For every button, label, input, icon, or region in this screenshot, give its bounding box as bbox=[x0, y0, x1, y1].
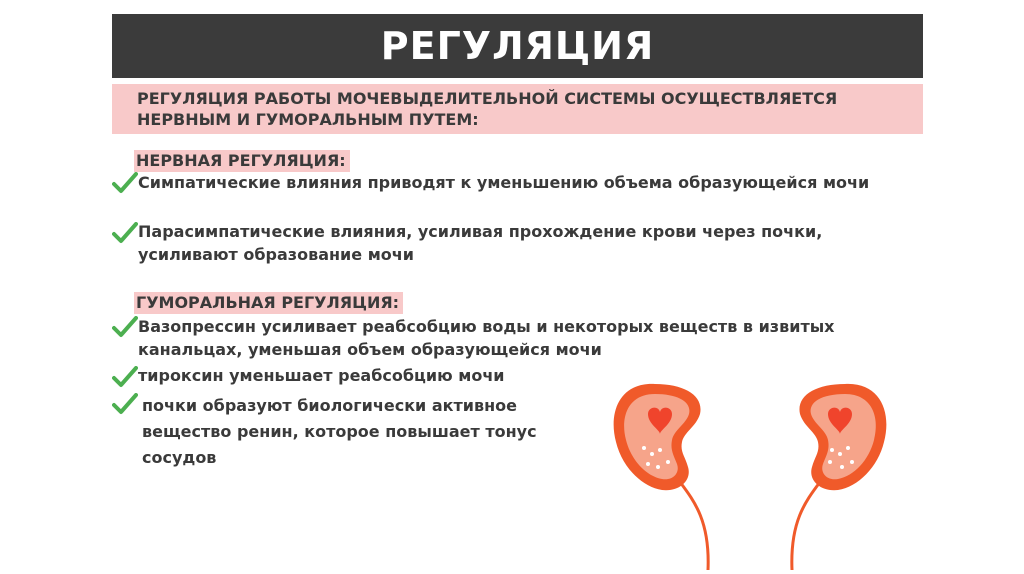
nervous-regulation-heading: НЕРВНАЯ РЕГУЛЯЦИЯ: bbox=[134, 150, 350, 172]
kidneys-with-hearts-icon bbox=[600, 372, 900, 572]
check-icon bbox=[112, 366, 138, 388]
humoral-regulation-heading: ГУМОРАЛЬНАЯ РЕГУЛЯЦИЯ: bbox=[134, 292, 403, 314]
intro-box bbox=[112, 84, 923, 134]
nervous-item-2: Парасимпатические влияния, усиливая прохождение крови через почки, усиливают образование мочи bbox=[138, 222, 823, 264]
humoral-item-2: тироксин уменьшает реабсобцию мочи bbox=[138, 366, 505, 385]
check-icon bbox=[112, 316, 138, 338]
check-icon bbox=[112, 172, 138, 194]
title-bar bbox=[112, 14, 923, 78]
check-icon bbox=[112, 222, 138, 244]
humoral-item-3: почки образуют биологически активное вещество ренин, которое повышает тонус сосудов bbox=[142, 396, 537, 467]
intro-text: РЕГУЛЯЦИЯ РАБОТЫ МОЧЕВЫДЕЛИТЕЛЬНОЙ СИСТЕМЫ ОСУЩЕСТВЛЯЕТСЯ НЕРВНЫМ И ГУМОРАЛЬНЫМ ПУТЕМ: bbox=[137, 89, 838, 129]
humoral-item-1: Вазопрессин усиливает реабсобцию воды и некоторых веществ в извитых канальцах, уменьшая объем образующейся мочи bbox=[138, 317, 835, 359]
slide-title: РЕГУЛЯЦИЯ bbox=[380, 24, 655, 68]
check-icon bbox=[112, 393, 138, 415]
nervous-item-1: Симпатические влияния приводят к уменьшению объема образующейся мочи bbox=[138, 173, 870, 192]
